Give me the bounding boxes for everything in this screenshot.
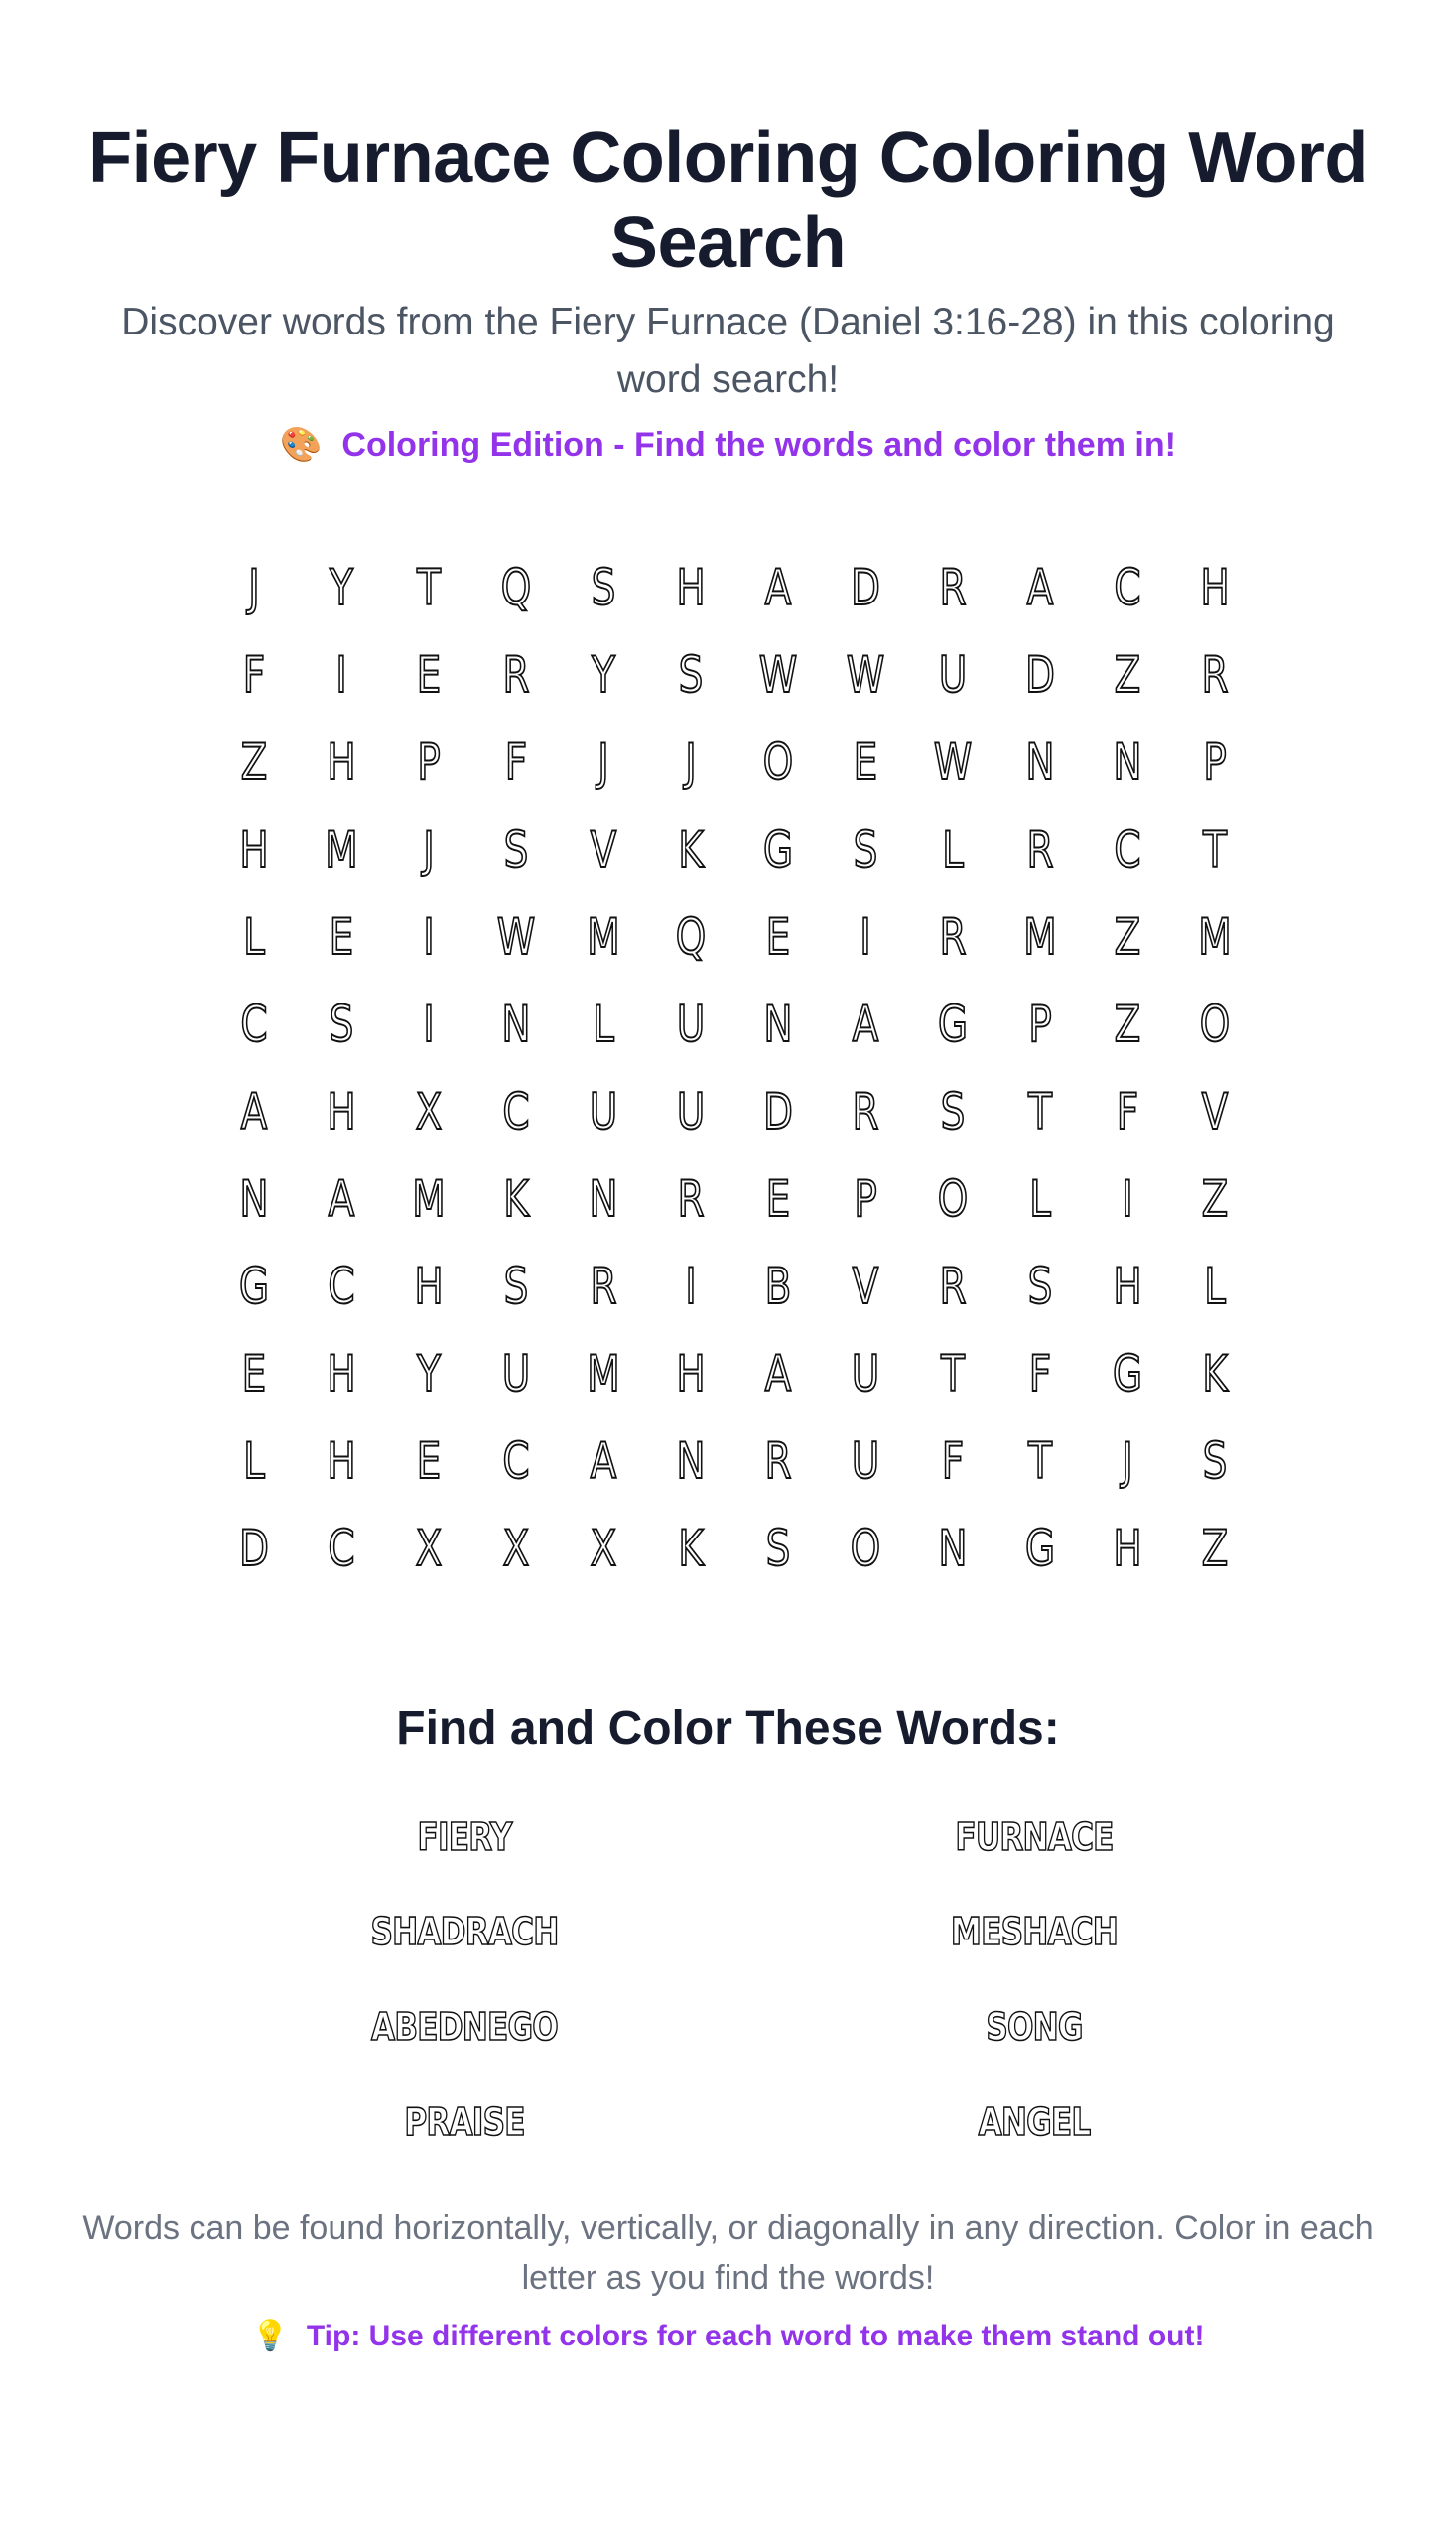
grid-letter[interactable]: H	[1200, 559, 1230, 616]
grid-letter[interactable]: U	[851, 1345, 880, 1403]
grid-letter[interactable]: K	[678, 1520, 704, 1577]
word-list-heading: Find and Color These Words:	[396, 1702, 1060, 1755]
grid-letter[interactable]: X	[590, 1520, 617, 1577]
grid-letter[interactable]: W	[758, 646, 798, 704]
grid-letter[interactable]: N	[239, 1170, 269, 1228]
grid-letter[interactable]: J	[597, 734, 609, 791]
grid-letter[interactable]: J	[423, 821, 435, 878]
grid-letter[interactable]: O	[850, 1520, 881, 1577]
grid-letter[interactable]: A	[852, 996, 879, 1053]
grid-letter[interactable]: U	[938, 646, 968, 704]
grid-letter[interactable]: Z	[1114, 996, 1141, 1053]
palette-icon: 🎨	[280, 426, 323, 464]
grid-letter[interactable]: H	[1113, 1520, 1142, 1577]
grid-letter[interactable]: G	[1112, 1345, 1143, 1403]
grid-letter[interactable]: K	[1202, 1345, 1228, 1403]
word-list-item: FURNACE	[955, 1815, 1114, 1859]
grid-letter[interactable]: R	[502, 646, 530, 704]
grid-letter[interactable]: F	[1116, 1083, 1139, 1140]
grid-letter[interactable]: I	[423, 996, 435, 1053]
word-list-item: ABEDNEGO	[371, 2005, 558, 2049]
grid-letter[interactable]: L	[243, 908, 265, 966]
grid-letter[interactable]: S	[591, 559, 616, 616]
grid-letter[interactable]: N	[763, 996, 793, 1053]
grid-letter[interactable]: A	[240, 1083, 268, 1140]
grid-letter[interactable]: C	[240, 996, 268, 1053]
grid-letter[interactable]: A	[1026, 559, 1054, 616]
grid-letter[interactable]: O	[1199, 996, 1231, 1053]
grid-letter[interactable]: E	[329, 908, 354, 966]
grid-letter[interactable]: G	[238, 1258, 270, 1315]
grid-letter[interactable]: N	[1113, 734, 1142, 791]
tip-note	[0, 2317, 1456, 2356]
grid-letter[interactable]: J	[248, 559, 260, 616]
grid-letter[interactable]: S	[940, 1083, 966, 1140]
grid-letter[interactable]: I	[423, 908, 435, 966]
grid-letter[interactable]: T	[941, 1345, 965, 1403]
grid-letter[interactable]: C	[502, 1432, 530, 1490]
grid-letter[interactable]: Z	[1201, 1520, 1229, 1577]
grid-letter[interactable]: E	[416, 646, 442, 704]
grid-letter[interactable]: B	[764, 1258, 792, 1315]
grid-letter[interactable]: M	[587, 1345, 620, 1403]
grid-letter[interactable]: I	[860, 908, 871, 966]
grid-letter[interactable]: R	[939, 559, 967, 616]
grid-letter[interactable]: R	[852, 1083, 879, 1140]
grid-letter[interactable]: I	[685, 1258, 697, 1315]
grid-letter[interactable]: O	[762, 734, 794, 791]
grid-letter[interactable]: C	[328, 1258, 355, 1315]
word-list-item: ANGEL	[978, 2100, 1091, 2144]
grid-letter[interactable]: D	[1024, 646, 1056, 704]
grid-letter[interactable]: P	[854, 1170, 877, 1228]
grid-letter[interactable]: R	[939, 1258, 967, 1315]
grid-letter[interactable]: I	[1122, 1170, 1133, 1228]
grid-letter[interactable]: Z	[1114, 646, 1141, 704]
grid-letter[interactable]: S	[503, 821, 529, 878]
grid-letter[interactable]: L	[243, 1432, 265, 1490]
grid-letter[interactable]: U	[676, 996, 706, 1053]
grid-letter[interactable]: N	[501, 996, 531, 1053]
grid-letter[interactable]: U	[501, 1345, 531, 1403]
grid-letter[interactable]: V	[1201, 1083, 1229, 1140]
grid-letter[interactable]: N	[589, 1170, 618, 1228]
grid-letter[interactable]: W	[933, 734, 973, 791]
grid-letter[interactable]: M	[412, 1170, 446, 1228]
grid-letter[interactable]: L	[942, 821, 964, 878]
grid-letter[interactable]: A	[764, 559, 792, 616]
grid-letter[interactable]: X	[415, 1083, 443, 1140]
grid-letter[interactable]: S	[853, 821, 878, 878]
word-list-item: SHADRACH	[370, 1910, 559, 1953]
grid-letter[interactable]: D	[762, 1083, 794, 1140]
grid-letter[interactable]: A	[328, 1170, 355, 1228]
grid-letter[interactable]: E	[765, 908, 791, 966]
grid-letter[interactable]: O	[937, 1170, 969, 1228]
grid-letter[interactable]: J	[1122, 1432, 1133, 1490]
grid-letter[interactable]: R	[590, 1258, 617, 1315]
grid-letter[interactable]: Q	[500, 559, 532, 616]
grid-letter[interactable]: R	[939, 908, 967, 966]
grid-letter[interactable]: M	[1023, 908, 1057, 966]
grid-letter[interactable]: C	[1114, 821, 1141, 878]
grid-letter[interactable]: E	[853, 734, 878, 791]
grid-letter[interactable]: A	[764, 1345, 792, 1403]
coloring-edition-text: Coloring Edition - Find the words and color them in!	[341, 426, 1176, 464]
grid-letter[interactable]: F	[242, 646, 266, 704]
grid-letter[interactable]: P	[1203, 734, 1227, 791]
grid-letter[interactable]: R	[1026, 821, 1054, 878]
word-list-item: MESHACH	[950, 1910, 1119, 1953]
grid-letter[interactable]: V	[590, 821, 617, 878]
word-list-item: FIERY	[417, 1815, 512, 1859]
word-list-item: SONG	[986, 2005, 1083, 2049]
grid-letter[interactable]: U	[589, 1083, 618, 1140]
instructions-text: Words can be found horizontally, vertically, or diagonally in any direction. Color in each letter as you find the words!	[82, 2209, 1374, 2297]
grid-letter[interactable]: N	[938, 1520, 968, 1577]
grid-letter[interactable]: C	[328, 1520, 355, 1577]
page-subtitle: Discover words from the Fiery Furnace (Daniel 3:16-28) in this coloring word search!	[121, 301, 1335, 401]
letter-grid	[210, 544, 1258, 1592]
grid-letter[interactable]: W	[846, 646, 885, 704]
grid-letter[interactable]: C	[1114, 559, 1141, 616]
grid-letter[interactable]: P	[417, 734, 441, 791]
grid-letter[interactable]: M	[587, 908, 620, 966]
grid-letter[interactable]: H	[327, 1432, 356, 1490]
grid-letter[interactable]: K	[678, 821, 704, 878]
grid-letter[interactable]: R	[764, 1432, 792, 1490]
grid-letter[interactable]: X	[415, 1520, 443, 1577]
grid-letter[interactable]: E	[765, 1170, 791, 1228]
grid-letter[interactable]: S	[765, 1520, 791, 1577]
grid-letter[interactable]: K	[503, 1170, 529, 1228]
grid-letter[interactable]: S	[329, 996, 354, 1053]
grid-letter[interactable]: M	[1198, 908, 1232, 966]
grid-letter[interactable]: S	[1202, 1432, 1228, 1490]
grid-letter[interactable]: S	[678, 646, 704, 704]
grid-letter[interactable]: Z	[1114, 908, 1141, 966]
grid-letter[interactable]: F	[941, 1432, 965, 1490]
grid-letter[interactable]: H	[676, 1345, 706, 1403]
grid-letter[interactable]: N	[1025, 734, 1055, 791]
grid-letter[interactable]: Q	[675, 908, 707, 966]
grid-letter[interactable]: H	[327, 1345, 356, 1403]
grid-letter[interactable]: C	[502, 1083, 530, 1140]
grid-letter[interactable]: U	[851, 1432, 880, 1490]
grid-letter[interactable]: D	[850, 559, 881, 616]
grid-letter[interactable]: X	[502, 1520, 530, 1577]
grid-letter[interactable]: E	[241, 1345, 267, 1403]
grid-letter[interactable]: Y	[330, 559, 353, 616]
tip-text: Tip: Use different colors for each word to make them stand out!	[306, 2320, 1205, 2352]
grid-letter[interactable]: H	[414, 1258, 444, 1315]
grid-letter[interactable]: R	[677, 1170, 705, 1228]
grid-letter[interactable]: R	[1201, 646, 1229, 704]
grid-letter[interactable]: S	[1027, 1258, 1053, 1315]
grid-letter[interactable]: G	[1024, 1520, 1056, 1577]
grid-letter[interactable]: J	[685, 734, 697, 791]
word-list-item: PRAISE	[404, 2100, 525, 2144]
grid-letter[interactable]: T	[1203, 821, 1227, 878]
grid-letter[interactable]: E	[416, 1432, 442, 1490]
grid-letter[interactable]: M	[325, 821, 358, 878]
grid-letter[interactable]: Z	[1201, 1170, 1229, 1228]
grid-letter[interactable]: G	[937, 996, 969, 1053]
grid-letter[interactable]: U	[676, 1083, 706, 1140]
grid-letter[interactable]: F	[1028, 1345, 1052, 1403]
grid-letter[interactable]: T	[417, 559, 441, 616]
grid-letter[interactable]: H	[327, 734, 356, 791]
grid-letter[interactable]: Z	[240, 734, 268, 791]
grid-letter[interactable]: H	[1113, 1258, 1142, 1315]
grid-letter[interactable]: V	[852, 1258, 879, 1315]
grid-letter[interactable]: H	[239, 821, 269, 878]
grid-letter[interactable]: L	[593, 996, 614, 1053]
grid-letter[interactable]: I	[335, 646, 347, 704]
grid-letter[interactable]: D	[238, 1520, 270, 1577]
grid-letter[interactable]: H	[676, 559, 706, 616]
grid-letter[interactable]: S	[503, 1258, 529, 1315]
lightbulb-icon: 💡	[251, 2320, 289, 2352]
grid-letter[interactable]: L	[1204, 1258, 1226, 1315]
grid-letter[interactable]: A	[590, 1432, 617, 1490]
grid-letter[interactable]: Y	[417, 1345, 441, 1403]
grid-letter[interactable]: W	[496, 908, 536, 966]
grid-letter[interactable]: T	[1028, 1432, 1052, 1490]
grid-letter[interactable]: H	[327, 1083, 356, 1140]
grid-letter[interactable]: N	[676, 1432, 706, 1490]
grid-letter[interactable]: G	[762, 821, 794, 878]
grid-letter[interactable]: Y	[592, 646, 615, 704]
grid-letter[interactable]: T	[1028, 1083, 1052, 1140]
grid-letter[interactable]: F	[504, 734, 528, 791]
coloring-edition-note	[0, 423, 1456, 467]
grid-letter[interactable]: L	[1029, 1170, 1051, 1228]
page-title: Fiery Furnace Coloring Coloring Word Search	[88, 118, 1368, 283]
grid-letter[interactable]: P	[1028, 996, 1052, 1053]
